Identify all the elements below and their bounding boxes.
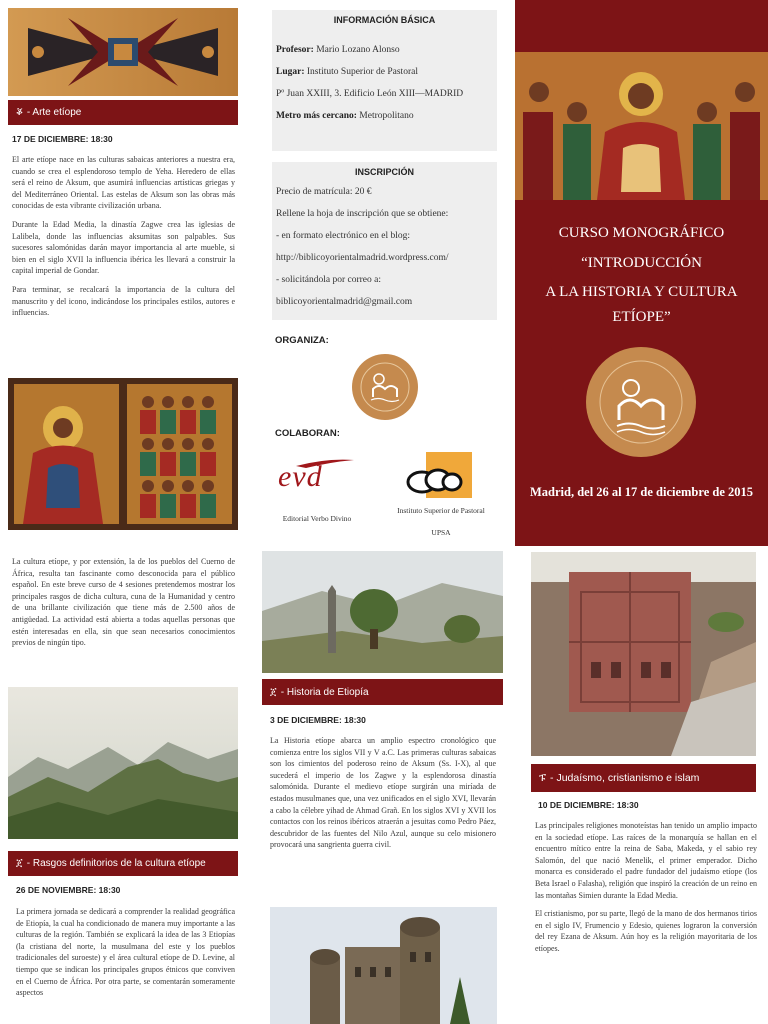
cover-title [515, 218, 768, 328]
inscripcion-title: INSCRIPCIÓN [354, 167, 414, 177]
section-header-rasgos [8, 851, 238, 876]
paragraph: El cristianismo, por su parte, llegó de la mano de dos hermanos tirios en el siglo IV, Frumencio y Edesio, quienes lograron la conversión del rey Ezana de Aksum. Aún hoy es la religión mayoritaria de los etíopes. [535, 909, 757, 953]
evd-caption: Editorial Verbo Divino [282, 514, 352, 523]
cover-title-line: “INTRODUCCIÓN [581, 255, 702, 271]
instituto-seal-small-icon [351, 353, 419, 421]
blog-link[interactable]: http://biblicoyorientalmadrid.wordpress.com/ [276, 253, 449, 263]
instituto-seal-icon [585, 346, 697, 458]
intro-text: La cultura etíope, y por extensión, la de los pueblos del Cuerno de África, resulta tan fascinante como desconocida para el público español. En este breve curso de 4 sesiones pretendemos mostrar los principales rasgos de dicha cultura, cuna de la Humanidad y centro de una brillante civilización que tiene más de 2.500 años de antigüedad. La actividad está abierta a todas aquellas personas que estén interesadas en ella, sin que sean necesarios conocimientos previos de ningún tipo. [12, 557, 235, 648]
paragraph: El arte etíope nace en las culturas sabaicas anteriores a nuestra era, cuando se crea el esplendoroso templo de Yeha. Heredero de ellas será el reino de Aksum, que asumirá influencias artísticas griegas y del Mediterráneo Oriental. Las estelas de Aksum son las obras más conocidas de esta vibrante civilización urbana. [12, 155, 235, 211]
cover-date: Madrid, del 26 al 17 de diciembre de 2015 [529, 485, 754, 499]
section-header-arte [8, 100, 238, 125]
profesor-value: Mario Lozano Alonso [316, 45, 400, 55]
inscripcion-line: Rellene la hoja de inscripción que se obtiene: [276, 209, 449, 219]
section-title: - Judaísmo, cristianismo e islam [550, 772, 700, 784]
evd-logo-text: evd [278, 460, 323, 493]
metro-line [276, 105, 493, 127]
lugar-value: Instituto Superior de Pastoral [306, 67, 418, 77]
lugar-line [276, 61, 493, 83]
lugar-label: Lugar: [276, 67, 305, 77]
manuscript-ornament-image [8, 8, 238, 96]
cover-title-line: ETÍOPE” [612, 309, 671, 325]
ethiopic-glyph: ጀ [270, 686, 277, 698]
cover-icon-painting-image [515, 52, 768, 200]
inscripcion-box [272, 162, 497, 320]
section-header-historia [262, 679, 503, 705]
ethiopic-glyph: ፑ [539, 772, 547, 784]
inscripcion-line: - en formato electrónico en el blog: [276, 231, 411, 241]
section-body-rasgos: La primera jornada se dedicará a comprender la realidad geográfica de Etiopía, la cual ha condicionado de manera muy importante a las culturas de la región. También se explicará la idea de las 3 Etiopías (la cristiana del norte, la musulmana del este y los pueblos tradicionales del suroeste) y el área cultural etíope de D. Levine, al tiempo que se indican los principales grupos étnicos que conviven en el Cuerno de África. Por otra parte, se comentarán someramente aspectos [16, 907, 235, 998]
profesor-label: Profesor: [276, 45, 314, 55]
section-body-arte [12, 154, 235, 326]
aksum-stele-image [262, 551, 503, 673]
inscripcion-line: - solicitándola por correo a: [276, 275, 381, 285]
info-basica-title: INFORMACIÓN BÁSICA [333, 15, 436, 25]
paragraph: Para terminar, se recalcará la importancia de la cultura del manuscrito y del icono, indicándose los principales estilos, autores e influencias. [12, 284, 235, 318]
section-title: - Arte etíope [26, 107, 82, 118]
section-date-historia: 3 DE DICIEMBRE: 18:30 [270, 715, 366, 725]
isp-caption: Instituto Superior de Pastoral [397, 506, 485, 515]
icon-diptych-image [8, 378, 238, 530]
organiza-label: ORGANIZA: [275, 335, 329, 346]
email-link[interactable]: biblicoyorientalmadrid@gmail.com [276, 297, 413, 307]
cover-title-line: A LA HISTORIA Y CULTURA [545, 284, 738, 300]
evd-logo [276, 454, 356, 494]
section-body-historia: La Historia etíope abarca un amplio espectro cronológico que comienza entre los siglos VII y V a.C. Las primeras culturas sabaicas son los cimientos del poderoso reino de Aksum (Ss. I-X), al que sucederá el imperio de los Zagwe y la esplendorosa dinastía salomónida. Durante el medievo etíope surgirán una miríada de estados musulmanes que, una vez unificados en el siglo XVI, llevarán a cabo la célebre yihad de Ahmad Grañ. En los siglos XVI y XVII los contactos con los reinos ibéricos atraerán a jesuitas como Pedro Páez, descubridor de las fuentes del Nilo Azul, aunque su celo misionero provocará una sangrienta guerra civil. [270, 736, 496, 850]
colaboran-label: COLABORAN: [275, 428, 340, 439]
section-header-judaismo [531, 764, 756, 792]
metro-value: Metropolitano [359, 111, 414, 121]
paragraph: Durante la Edad Media, la dinastía Zagwe crea las iglesias de Lalibela, donde las influencias aksumitas son palpables. Sus sucesores salomónidas darán mayor importancia al arte mueble, si bien en el siglo XVII la influencia ibérica les llevará a construir la capital imperial de Gondar. [12, 219, 235, 276]
info-basica-box [272, 10, 497, 151]
direccion-line: Pº Juan XXIII, 3. Edificio León XIII—MADRID [276, 89, 464, 99]
ethiopic-glyph: ጀ [16, 858, 23, 869]
paragraph: Las principales religiones monoteístas han tenido un amplio impacto en la sociedad etíope. Las raíces de la monarquía se hallan en el encuentro mítico entre la reina de Saba, Makeda, y el sabio rey Salomón, del que nació Menelik, el primer emperador. Dicho monarca es considerado el padre fundador del judaísmo etíope (los Beta Israel o Falasha), religión que inspiró la creación de un reino en las montañas Simien durante la Edad Media. [535, 821, 757, 900]
section-date-rasgos: 26 DE NOVIEMBRE: 18:30 [16, 885, 121, 895]
section-title: - Historia de Etiopía [280, 686, 369, 698]
section-date-judaismo: 10 DE DICIEMBRE: 18:30 [538, 800, 639, 810]
isp-caption-upsa: UPSA [431, 528, 451, 537]
inscripcion-line: Precio de matrícula: 20 € [276, 187, 372, 197]
ethiopic-glyph: ቖ [16, 107, 23, 118]
section-title: - Rasgos definitorios de la cultura etíope [26, 858, 206, 869]
section-body-judaismo [535, 820, 757, 1024]
section-date-arte: 17 DE DICIEMBRE: 18:30 [12, 134, 113, 144]
highlands-landscape-image [8, 687, 238, 839]
profesor-line [276, 39, 493, 61]
isp-logo-icon [404, 450, 474, 500]
lalibela-church-image [531, 552, 756, 756]
metro-label: Metro más cercano: [276, 111, 357, 121]
gondar-castle-image [270, 907, 497, 1024]
cover-title-line: CURSO MONOGRÁFICO [558, 225, 725, 241]
